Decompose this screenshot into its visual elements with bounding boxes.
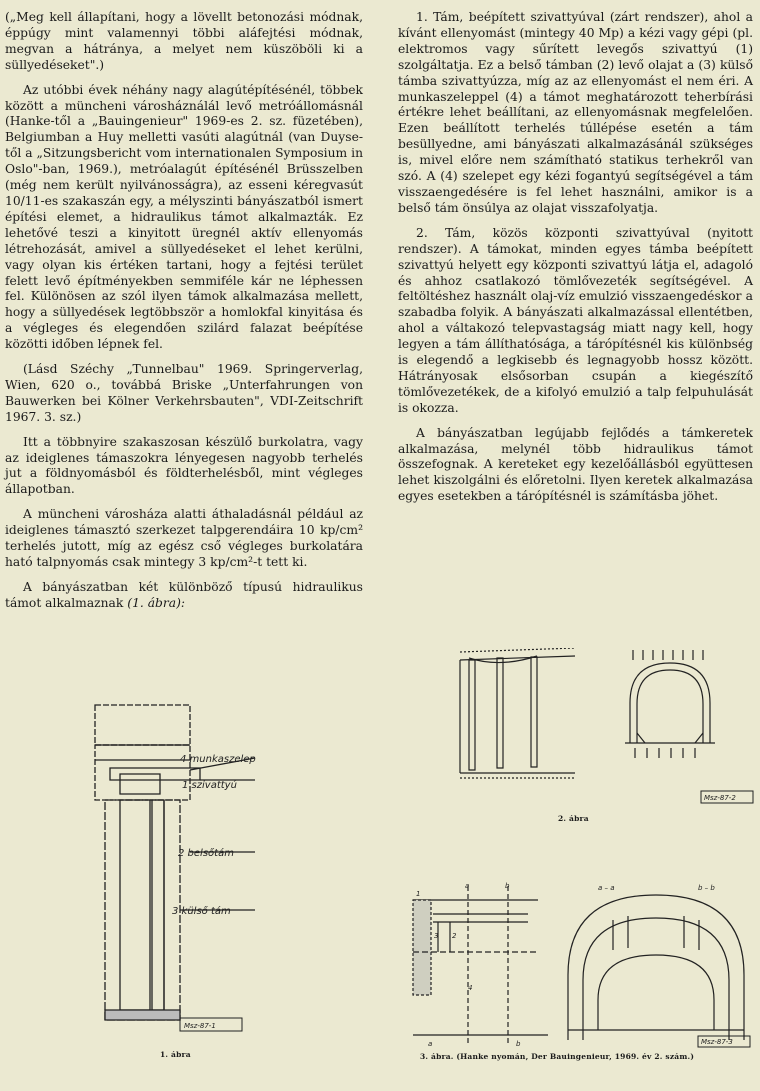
figure-3-caption: 3. ábra. (Hanke nyomán, Der Bauingenieur, 1969. év 2. szám.)	[420, 1052, 695, 1061]
label-aa: a – a	[598, 884, 615, 892]
figure-2-props	[455, 648, 755, 808]
figure-1-hydraulic-prop	[60, 700, 360, 1050]
paragraph: 2. Tám, közös központi szivattyúval (nyitott rendszer). A támokat, minden egyes támba beépített szivattyú helyett egy központi szivattyú látja el, adagoló és ahhoz csatlakozó tömlővezeték segítségével. A feltöltéshez használt olaj-víz emulzió visszaengedéskor a szabadba folyik. A bányászati alkalmazással ellentétben, ahol a váltakozó telepvastagság miatt nagy kell, hogy legyen a tám állíthatósága, a tárópítésnél kis különbség is elegendő a legkisebb és legnagyobb hossz között. Hátrányosak elsősorban csupán a kiegészítő tömlővezetékek, de a kifolyó emulzió a talp felpuhulását is okozza.	[398, 225, 753, 415]
figure-stamp: Msz-87-3	[701, 1038, 733, 1046]
label-b-bottom: b	[516, 1040, 521, 1048]
figure-stamp: Msz-87-2	[704, 794, 736, 802]
paragraph: (Lásd Széchy „Tunnelbau" 1969. Springerverlag, Wien, 620 o., továbbá Briske „Unterfahrungen von Bauwerken bei Kölner Verkehrsbauten", VDI-Zeitschrift 1967. 3. sz.)	[5, 362, 363, 424]
label-bb: b – b	[698, 884, 715, 892]
paragraph: A bányászatban legújabb fejlődés a támkeretek alkalmazása, melynél több hidraulikus támot összefognak. A kereteket egy kezelőállásból együttesen lehet kiszolgálni és előretolni. Ilyen keretek alkalmazása egyes esetekben a tárópítésnél is számításba jöhet.	[398, 425, 753, 504]
label-kulso-tam: 3 külső tám	[172, 906, 231, 917]
right-column	[398, 10, 753, 514]
label-2: 2	[452, 932, 457, 940]
paragraph: („Meg kell állapítani, hogy a lövellt betonozási módnak, éppúgy mint valamennyi többi aláfejtési módnak, megvan a hátránya, a melyet nem küszöböli ki a süllyedéseket".)	[5, 10, 363, 72]
figure-2-caption: 2. ábra	[558, 814, 589, 823]
figure-3-frames	[408, 880, 756, 1050]
paragraph	[5, 580, 363, 612]
label-munkaszelep: 4 munkaszelep	[180, 754, 256, 765]
label-1: 1	[416, 890, 421, 898]
left-column	[5, 10, 363, 621]
label-a: a	[465, 882, 470, 890]
label-a-bottom: a	[428, 1040, 433, 1048]
paragraph-text: A bányászatban két különböző típusú hidraulikus támot alkalmaznak	[5, 579, 363, 610]
figure-reference: (1. ábra):	[127, 595, 186, 610]
label-3: 3	[434, 932, 439, 940]
figure-stamp: Msz-87-1	[184, 1022, 216, 1030]
label-szivattyu: 1 szivattyú	[182, 780, 237, 791]
paragraph: Itt a többnyire szakaszosan készülő burkolatra, vagy az ideiglenes támaszokra lényegesen nagyobb terhelés jut a földnyomásból és földterhelésből, mint végleges állapotban.	[5, 434, 363, 497]
label-b: b	[505, 882, 510, 890]
label-belsotam: 2 belsőtám	[178, 848, 234, 859]
paragraph: A müncheni városháza alatti áthaladásnál például az ideiglenes támasztó szerkezet talpgerendáira 10 kp/cm² terhelés jutott, míg az egész cső végleges burkolatára ható talpnyomás csak mintegy 3 kp/cm²-t tett ki.	[5, 507, 363, 569]
label-4: 4	[468, 984, 473, 992]
paragraph: Az utóbbi évek néhány nagy alagútépítésénél, többek között a müncheni városháználál levő metróállomásnál (Hanke-től a „Bauingenieur" 1969-es 2. sz. füzetében), Belgiumban a Huy melletti vasúti alagútnál (van Duyse-től a „Sitzungsbericht vom internationalen Symposium in Oslo"-ban, 1969.), metróalagút építésénél Brüsszelben (még nem került nyilvánosságra), az esseni kéregvasút 10/11-es szakaszán egy, a mélyszinti bányászatból ismert építési elemet, a hidraulikus támot alkalmazták. Ez lehetővé teszi a kinyitott üregnél aktív ellenyomás létrehozását, amivel a süllyedéseket el lehet kerülni, vagy olyan kis értéken tartani, hogy a fejtési terület felett levő építményekben semmiféle kár ne léphessen fel. Különösen az szól ilyen támok alkalmazása mellett, hogy a süllyedések legtöbbször a homlokfal kinyitása és a végleges és elegendően szilárd falazat beépítése közötti időben lépnek fel.	[5, 82, 363, 352]
paragraph: 1. Tám, beépített szivattyúval (zárt rendszer), ahol a kívánt ellenyomást (mintegy 40 Mp) a kézi vagy gépi (pl. elektromos vagy sűrített levegős szivattyú (1) szolgáltatja. Ez a belső támban (2) levő olajat a (3) külső támba szivattyúzza, míg az az ellenyomást el nem éri. A munkaszeleppel (4) a támot meghatározott teherbírási értékre lehet beállítani, az ellenyomásnak megfelelően. Ezen beállított terhelés túllépése esetén a tám besüllyedne, ami bányászati alkalmazásánál szükséges is, mivel előre nem számítható statikus terhekről van szó. A (4) szelepet egy kézi fogantyú segítségével a tám visszaengedésére is fel lehet használni, amikor is a belső tám önsúlya az olajat visszafolyatja.	[398, 10, 753, 215]
figure-1-caption: 1. ábra	[160, 1050, 191, 1059]
